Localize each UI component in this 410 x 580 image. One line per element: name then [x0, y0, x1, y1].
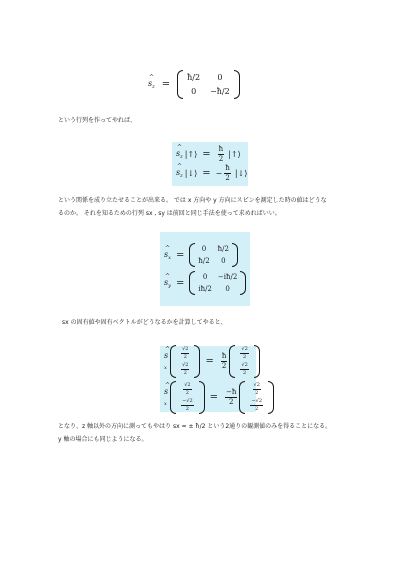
sz-down-relation: ^ $s_z$ |↓⟩ = − $\frac{ħ}{2}$ |↓⟩ — [176, 165, 247, 182]
sz-matrix-equation — [148, 70, 240, 99]
operator-sz: ^ $s_z$ — [148, 79, 155, 90]
paragraph-2-line-1: という関係を成り立たせることが出来る。 では x 方向や y 方向にスピンを測定した時の値はどうな — [58, 197, 327, 204]
paragraph-4-line-1: となり、z 軸以外の方向に測ってもやはり sx = ± ħ/2 という2通りの観測値のみを得ることになる。 — [58, 423, 332, 430]
paragraph-1: という行列を作ってやれば、 — [58, 117, 137, 124]
sx-eigenvectors — [160, 345, 262, 412]
sx-plus-eigen: ^ $s_x$ $\frac{√2}{2}$ $\frac{√2}{2}$ = $\frac{ħ}{2}$ $\frac{√2}{2}$ $\frac{√2}{2}$ — [164, 345, 260, 378]
sz-eigen-relations — [172, 142, 248, 186]
paragraph-4-line-2: y 軸の場合にも同じようになる。 — [58, 436, 148, 443]
sx-matrix-equation: ^ $s_x$ = 0 ħ/2 ħ/2 0 — [164, 243, 238, 267]
paragraph-3: sx の固有値や固有ベクトルがどうなるかを計算してやると、 — [62, 319, 227, 326]
sz-up-relation: ^ $s_z$ |↑⟩ = $\frac{ħ}{2}$ |↑⟩ — [176, 146, 241, 163]
equals-sign: = — [161, 79, 171, 90]
sy-matrix-equation: ^ $s_y$ = 0 −iħ/2 iħ/2 0 — [164, 271, 246, 295]
sz-matrix: ħ/2 0 0 −ħ/2 — [177, 70, 240, 99]
sx-sy-matrices — [160, 232, 250, 306]
sx-minus-eigen: ^ $s_x$ $\frac{√2}{2}$ $\frac{-√2}{2}$ = $\frac{-ħ}{2}$ $\frac{√2}{2}$ $\frac{-√2}{2}$ — [164, 381, 274, 414]
paragraph-2-line-2: るのか。 それを知るための行列 sx , sy は前回と同じ手法を使って求めればいい。 — [58, 210, 281, 217]
